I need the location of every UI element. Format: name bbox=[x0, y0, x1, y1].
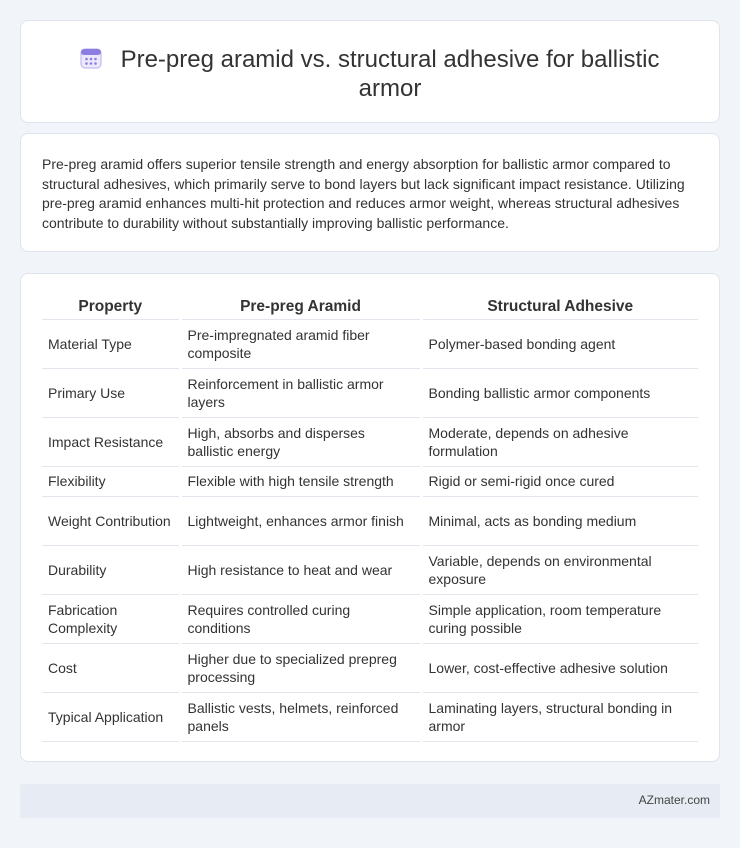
table-header-row bbox=[42, 295, 698, 319]
table-row bbox=[42, 368, 698, 417]
adhesive-cell: Moderate, depends on adhesive formulation bbox=[421, 417, 698, 466]
adhesive-cell: Bonding ballistic armor components bbox=[421, 368, 698, 417]
title-card bbox=[20, 20, 720, 123]
table-row bbox=[42, 466, 698, 496]
table-row bbox=[42, 417, 698, 466]
adhesive-cell: Rigid or semi-rigid once cured bbox=[421, 466, 698, 496]
adhesive-cell: Lower, cost-effective adhesive solution bbox=[421, 643, 698, 692]
adhesive-cell: Polymer-based bonding agent bbox=[421, 319, 698, 368]
property-cell: Cost bbox=[42, 643, 180, 692]
prepreg-cell: Requires controlled curing conditions bbox=[180, 594, 421, 643]
prepreg-cell: High resistance to heat and wear bbox=[180, 545, 421, 594]
prepreg-cell: Lightweight, enhances armor finish bbox=[180, 496, 421, 545]
adhesive-cell: Minimal, acts as bonding medium bbox=[421, 496, 698, 545]
footer-bar bbox=[20, 784, 720, 818]
adhesive-cell: Variable, depends on environmental exposure bbox=[421, 545, 698, 594]
comparison-card bbox=[20, 273, 720, 762]
table-row bbox=[42, 319, 698, 368]
page-title: Pre-preg aramid vs. structural adhesive for ballistic armor bbox=[120, 46, 660, 102]
adhesive-cell: Laminating layers, structural bonding in armor bbox=[421, 692, 698, 741]
comparison-table bbox=[42, 295, 698, 742]
table-row bbox=[42, 545, 698, 594]
intro-card bbox=[20, 133, 720, 252]
adhesive-cell: Simple application, room temperature curing possible bbox=[421, 594, 698, 643]
prepreg-cell: Reinforcement in ballistic armor layers bbox=[180, 368, 421, 417]
property-cell: Flexibility bbox=[42, 466, 180, 496]
table-row bbox=[42, 594, 698, 643]
property-cell: Fabrication Complexity bbox=[42, 594, 180, 643]
prepreg-cell: High, absorbs and disperses ballistic energy bbox=[180, 417, 421, 466]
header-structural-adhesive: Structural Adhesive bbox=[421, 295, 698, 319]
property-cell: Durability bbox=[42, 545, 180, 594]
prepreg-cell: Flexible with high tensile strength bbox=[180, 466, 421, 496]
header-property: Property bbox=[42, 295, 180, 319]
table-row bbox=[42, 692, 698, 741]
header-prepreg-aramid: Pre-preg Aramid bbox=[180, 295, 421, 319]
property-cell: Primary Use bbox=[42, 368, 180, 417]
prepreg-cell: Higher due to specialized prepreg processing bbox=[180, 643, 421, 692]
prepreg-cell: Ballistic vests, helmets, reinforced panels bbox=[180, 692, 421, 741]
intro-paragraph: Pre-preg aramid offers superior tensile strength and energy absorption for ballistic armor compared to structural adhesives, which primarily serve to bond layers but lack significant impact resistance. Utilizing pre-preg aramid enhances multi-hit protection and reduces armor weight, whereas structural adhesives contribute to durability without substantially improving ballistic performance. bbox=[42, 156, 685, 231]
property-cell: Typical Application bbox=[42, 692, 180, 741]
footer-brand: AZmater.com bbox=[638, 793, 710, 807]
table-row bbox=[42, 496, 698, 545]
prepreg-cell: Pre-impregnated aramid fiber composite bbox=[180, 319, 421, 368]
property-cell: Material Type bbox=[42, 319, 180, 368]
property-cell: Weight Contribution bbox=[42, 496, 180, 545]
table-row bbox=[42, 643, 698, 692]
property-cell: Impact Resistance bbox=[42, 417, 180, 466]
